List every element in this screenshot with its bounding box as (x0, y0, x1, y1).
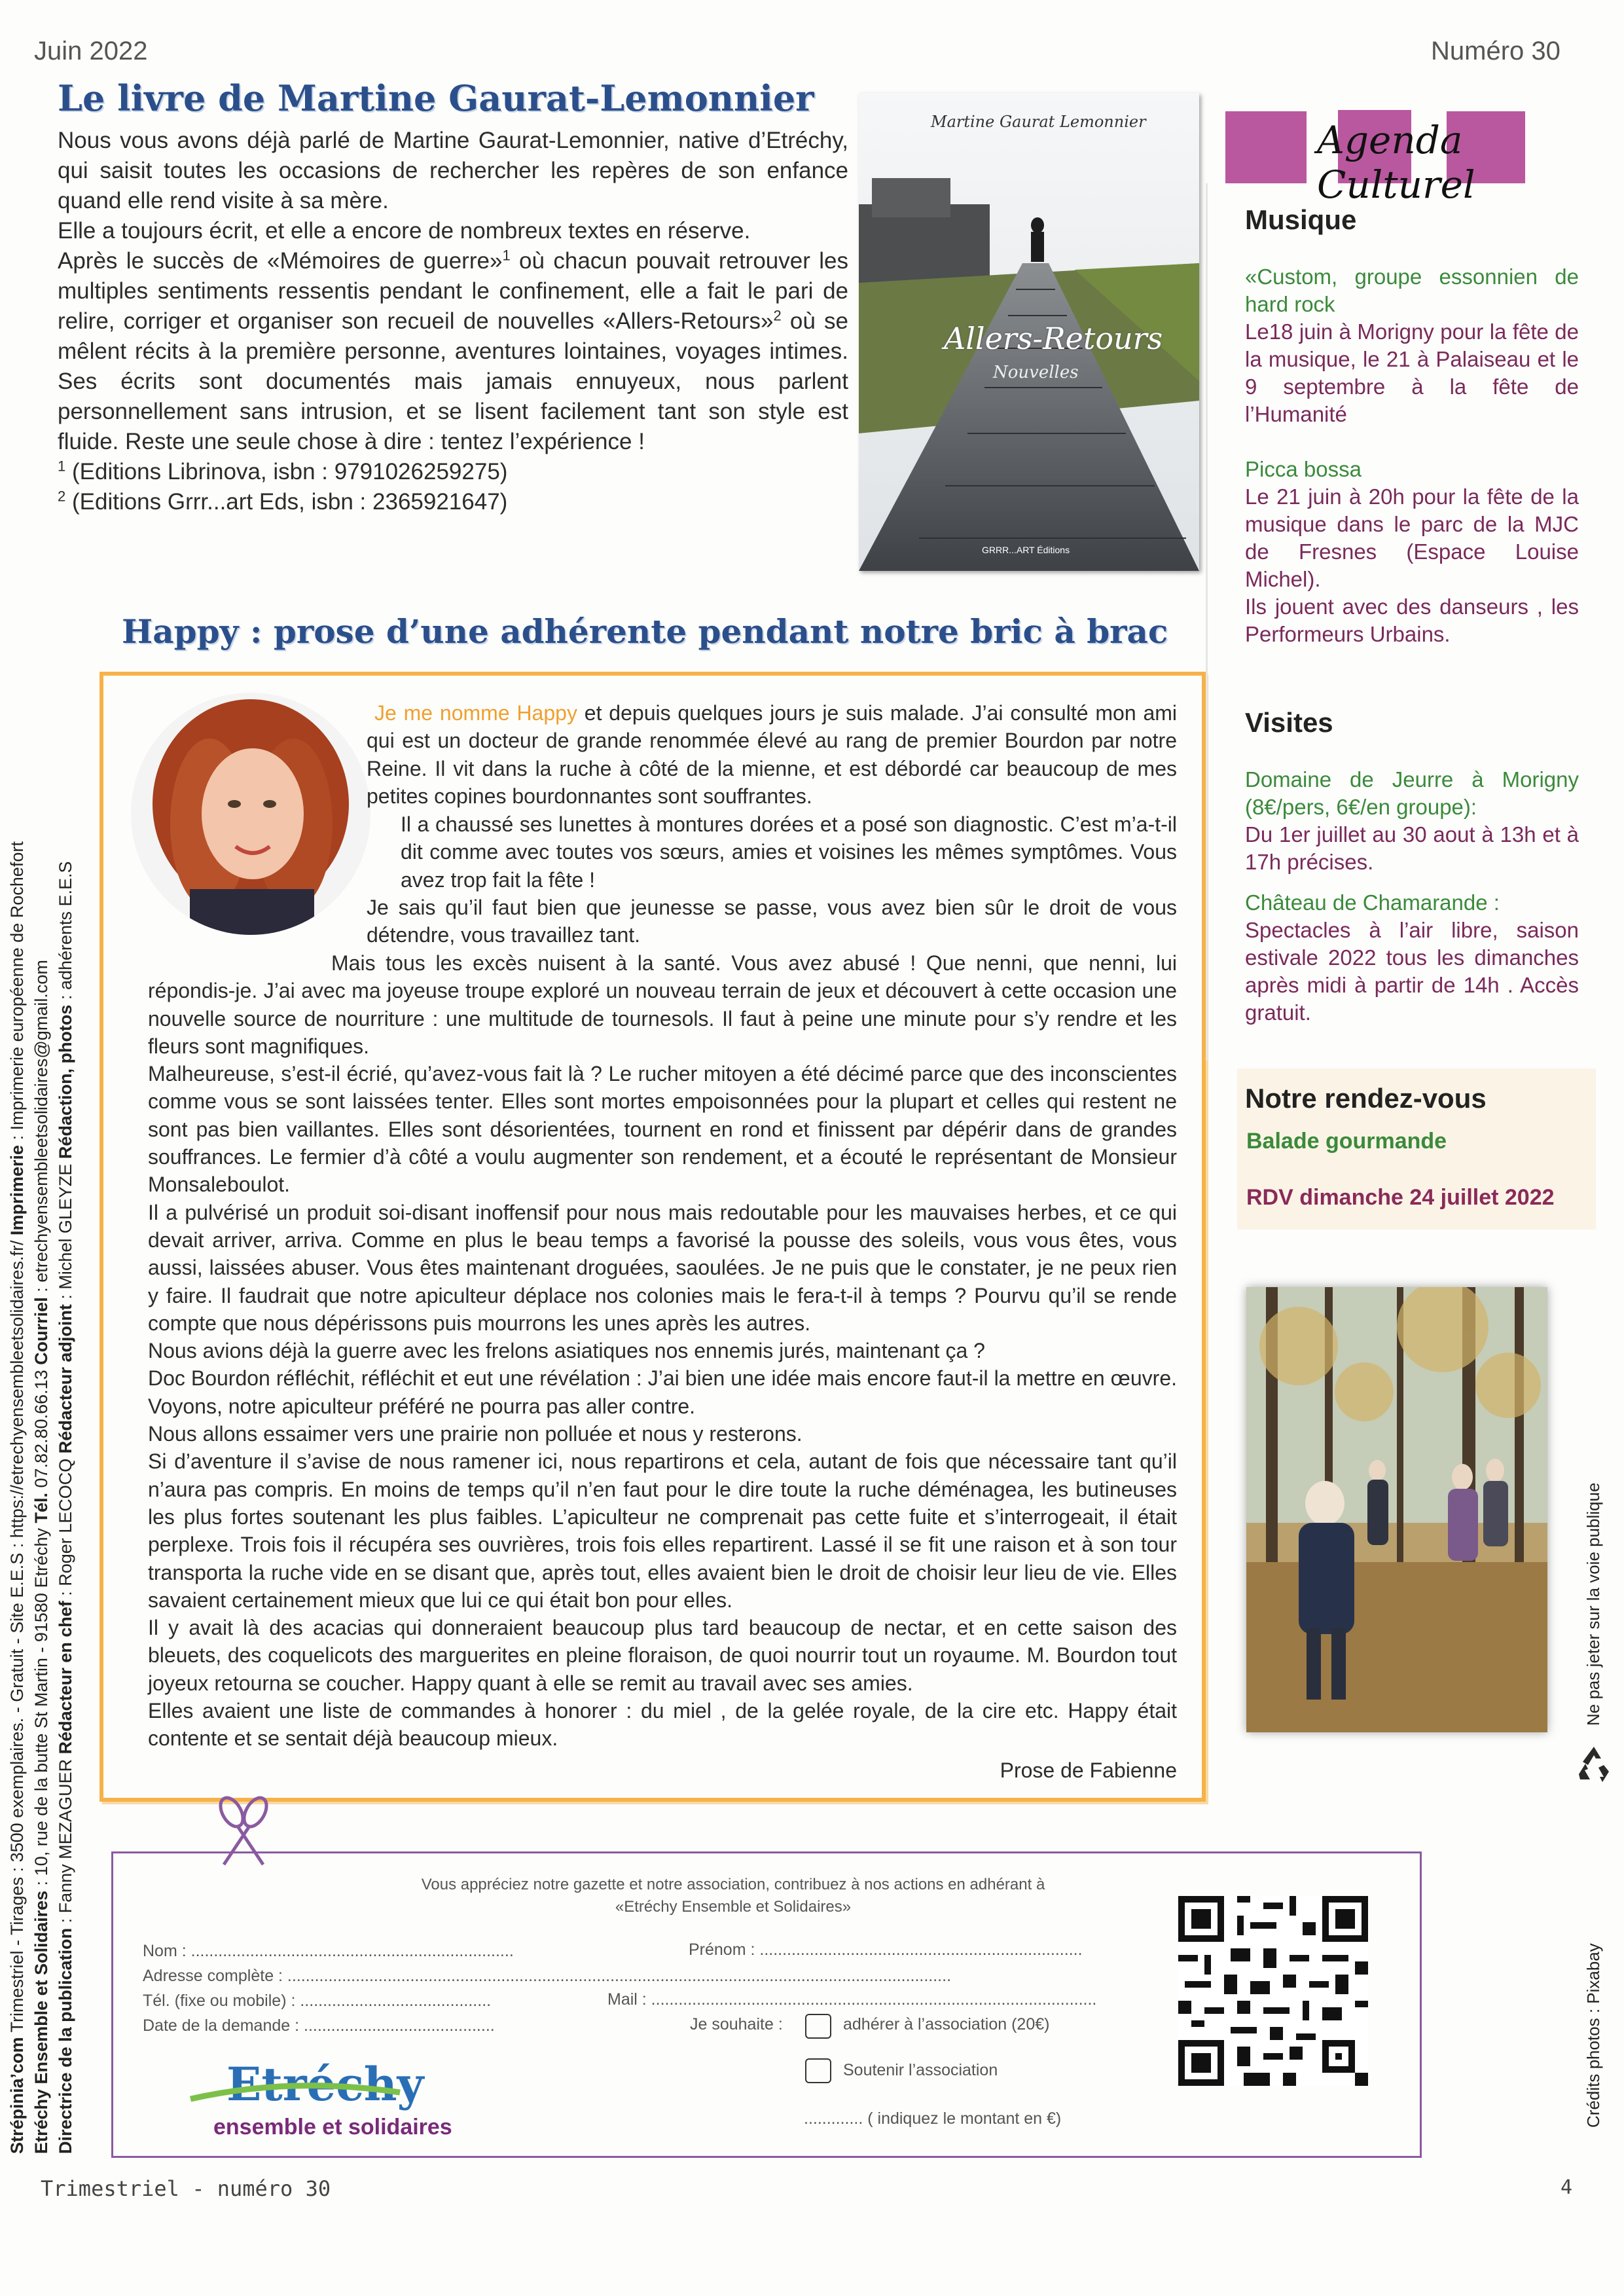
article-1-paragraph: Elle a toujours écrit, et elle a encore de nombreux textes en réserve. (58, 218, 751, 244)
rdv-heading: Notre rendez-vous (1245, 1083, 1487, 1114)
agenda-title: Agenda Culturel (1317, 118, 1475, 207)
photo-credits: Crédits photos : Pixabay (1583, 1943, 1603, 2128)
field-tel[interactable]: Tél. (fixe ou mobile) : .......................................... (143, 1992, 492, 2010)
rdv-box (1237, 1068, 1596, 1230)
rdv-date: RDV dimanche 24 juillet 2022 (1246, 1185, 1555, 1210)
article-1-body (58, 126, 848, 517)
field-montant[interactable]: ............. ( indiquez le montant en €) (804, 2109, 1062, 2128)
cover-title: Allers-Retours (944, 321, 1163, 356)
column-divider (1206, 183, 1208, 1061)
agenda-visits-list: Domaine de Jeurre à Morigny (8€/pers, 6€/en groupe): Du 1er juillet au 30 aout à 13h et à 17h précises. Château de Chamarande : Spectacles à l’air libre, saison estivale 2022 tous les dimanches après midi à partir de 14h . Accès gratuit. (1245, 767, 1579, 1025)
colophon: Strépinia’com Trimestriel - Tirages : 3500 exemplaires. - Gratuit - Site E.E.S : https://etrechyensembleetsolidaires.fr/ Imprimerie : Imprimerie européenne de Rochefort Etréchy Ensemble et Solidaires : 10, rue de la butte St Martin - 91580 Etréchy Tél. 07.82.80.66.13 Courriel : etrechyensembleetsolidaires@gmail.com Directrice de la publication : Fanny MEZAGUER Rédacteur en chef : Roger LECOCQ Rédacteur adjoint : Michel GLEYZE Rédaction, photos : adhérents E.E.S (7, 841, 75, 2154)
prose-p3: Je sais qu’il faut bien que jeunesse se passe, vous avez bien sûr le droit de vous détendre, vous travaillez tant. (367, 896, 1177, 947)
cover-publisher: GRRR...ART Éditions (982, 545, 1070, 555)
footnote-2: $^2$ (Editions Grrr...art Eds, isbn : 2365921647) (58, 488, 508, 515)
issue-date: Juin 2022 (34, 37, 148, 65)
prose-intro: Je me nomme Happy et depuis quelques jours je suis malade. J’ai consulté mon ami qui est un docteur de grande renommée élevé au rang de premier Bourdon par notre Reine. Il vit dans la ruche à côté de la mienne, et est débordé car beaucoup de mes petites copines bourdonnantes sont souffrantes. (367, 701, 1178, 808)
article-2-title: Happy : prose d’une adhérente pendant notre bric à brac (122, 612, 1168, 651)
book-cover-image (859, 93, 1199, 571)
agenda-music-heading: Musique (1245, 204, 1357, 235)
agenda-music-list: «Custom, groupe essonnien de hard rock Le18 juin à Morigny pour la fête de la musique, le 21 à Palaiseau et le 9 septembre à la fête de l’Humanité Picca bossa Le 21 juin à 20h pour la fête de la musique dans le parc de la MJC de Fresnes (Espace Louise Michel). Ils jouent avec des danseurs , les Performeurs Urbains. (1245, 264, 1579, 646)
field-mail[interactable]: Mail : .................................................................................................. (607, 1990, 1097, 2009)
cover-subtitle: Nouvelles (993, 363, 1079, 382)
logo-swoosh-icon (187, 2079, 403, 2105)
field-adresse[interactable]: Adresse complète : .................................................................................................................................................. (143, 1967, 952, 1985)
scissors-icon (185, 1793, 316, 1871)
agenda-visits-heading: Visites (1245, 707, 1333, 738)
recycle-icon (1574, 1744, 1614, 1785)
association-logo-subtitle: ensemble et solidaires (213, 2115, 452, 2140)
prose-signature: Prose de Fabienne (1000, 1758, 1177, 1782)
wish-label: Je souhaite : (690, 2015, 783, 2033)
prose-p2: Il a chaussé ses lunettes à montures dorées et a posé son diagnostic. C’est m’a-t-il dit comme avec toutes vos sœurs, amies et voisines les mêmes symptômes. Vous avez trop fait la fête ! (401, 812, 1177, 892)
cover-author: Martine Gaurat Lemonnier (931, 113, 1146, 131)
article-1-paragraph: Nous vous avons déjà parlé de Martine Gaurat-Lemonnier, native d’Etréchy, qui saisit toutes les occasions de rechercher les repères de son enfance quand elle rend visite à sa mère. (58, 128, 848, 213)
author-portrait-image (131, 693, 370, 935)
field-nom[interactable]: Nom : ....................................................................... (143, 1942, 514, 1960)
footer-left: Trimestriel - numéro 30 (41, 2176, 331, 2201)
prose-body: Mais tous les excès nuisent à la santé. Vous avez abusé ! Que nenni, que nenni, lui répondis-je. J’ai avec ma joyeuse troupe exploré un nouveau terrain de jeux et découvert à cette occasion une nouvelle source de nourriture : une multitude de tournesols. Il faut à peine une minute pour s’y rendre et les fleurs sont magnifiques. Malheureuse, s’est-il écrié, qu’avez-vous fait là ? Le rucher mitoyen a été décimé parce que des inconscientes comme vous se sont laissées tenter. Elles sont mortes empoisonnées pour la plupart et celles qui restent ne sont pas bien vaillantes. Elles sont désorientées, tournent en rond et finissent par dépérir dans de grandes souffrances. Le fermier d’à côté a voulu augmenter son rendement, et a écouté le représentant de Monsieur Monsaleboulot. Il a pulvérisé un produit soi-disant inoffensif pour nous mais redoutable pour les mauvaises herbes, et ce qui devait arriver, arriva. Comme en plus le beau temps a favorisé la pousse des soleils, vous vous êtes, vous aussi, laissées abuser. Vous êtes maintenant droguées, saoulées. Je ne puis que le constater, je ne peux rien y faire. Il faudrait que notre apiculteur déplace nos colonies mais le fera-t-il à temps ? Pourvu qu’il se rende compte que nous dépérissons puis mourrons les unes après les autres. Nous avions déjà la guerre avec les frelons asiatiques nos ennemis jurés, maintenant ça ? Doc Bourdon réfléchit, réfléchit et eut une révélation : J’ai bien une idée mais encore faut-il la mettre en œuvre. Voyons, notre apiculteur préféré ne pourra pas aller contre. Nous allons essaimer vers une prairie non polluée et nous y resterons. Si d’aventure il s’avise de nous ramener ici, nous repartirons et cela, autant de fois que nécessaire tant qu’il n’aura pas compris. En moins de temps qu’il n’en faut pour le dire toute la ruche déménagea, les butineuses les plus fortes soutenant les plus faibles. L’apiculteur ne comprenait pas cette fuite et s’interrogeait, il était perplexe. Trois fois il récupéra ses ouvrières, trois fois elles repartirent. Lassé il se fit une raison et à son tour transporta la ruche vide en se disant que, après tout, elles avaient bien le droit de choisir leur lieu de vie. Elles savaient certainement mieux que lui ce qui était bon pour elles. Il y avait là des acacias qui donneraient beaucoup plus tard beaucoup de nectar, et en cette saison des bleuets, des coquelicots des marguerites en pleine floraison, de quoi nourrir tout un royaume. M. Bourdon tout joyeux retourna se coucher. Happy quant à elle se remit au travail avec ses amies. Elles avaient une liste de commandes à honorer : du miel , de la gelée royale, de la cire etc. Happy était contente et se sentait déjà beaucoup mieux. Prose de Fabienne (148, 949, 1177, 1784)
issue-number: Numéro 30 (1431, 37, 1561, 65)
coupon-intro: Vous appréciez notre gazette et notre association, contribuez à nos actions en adhérant à «Etréchy Ensemble et Solidaires» (421, 1876, 1045, 1916)
agenda-deco-block (1225, 111, 1307, 183)
qr-code (1178, 1896, 1368, 2086)
option-adherer-label: adhérer à l’association (20€) (843, 2015, 1050, 2033)
page-number: 4 (1561, 2176, 1573, 2199)
article-1-title: Le livre de Martine Gaurat-Lemonnier (58, 77, 814, 119)
footnote-1: $^1$ (Editions Librinova, isbn : 9791026259275) (58, 458, 508, 484)
option-soutenir-label: Soutenir l’association (843, 2061, 998, 2079)
checkbox-adherer[interactable] (805, 2014, 831, 2039)
disposal-note: Ne pas jeter sur la voie publique (1583, 1482, 1603, 1726)
field-date[interactable]: Date de la demande : .......................................... (143, 2016, 495, 2035)
rdv-event: Balade gourmande (1246, 1129, 1447, 1154)
association-logo-name: Etréchy (226, 2057, 424, 2111)
highlight-name: Je me nomme Happy (374, 701, 577, 725)
hiking-photo-image (1246, 1287, 1547, 1732)
article-1-paragraph: Après le succès de «Mémoires de guerre»$^1$ où chacun pouvait retrouver les multiples sentiments ressentis pendant le confinement, elle a fait le pari de relire, corriger et organiser son recueil de nouvelles «Allers-Retours»$^2$ où se mêlent récits à la première personne, aventures lointaines, voyages intimes. Ses écrits sont documentés mais jamais ennuyeux, nous parlent personnellement sans intrusion, et se lisent facilement tant son style est fluide. Reste une seule chose à dire : tentez l’expérience ! (58, 247, 848, 454)
field-prenom[interactable]: Prénom : ....................................................................... (689, 1941, 1083, 1959)
checkbox-soutenir[interactable] (805, 2058, 831, 2083)
